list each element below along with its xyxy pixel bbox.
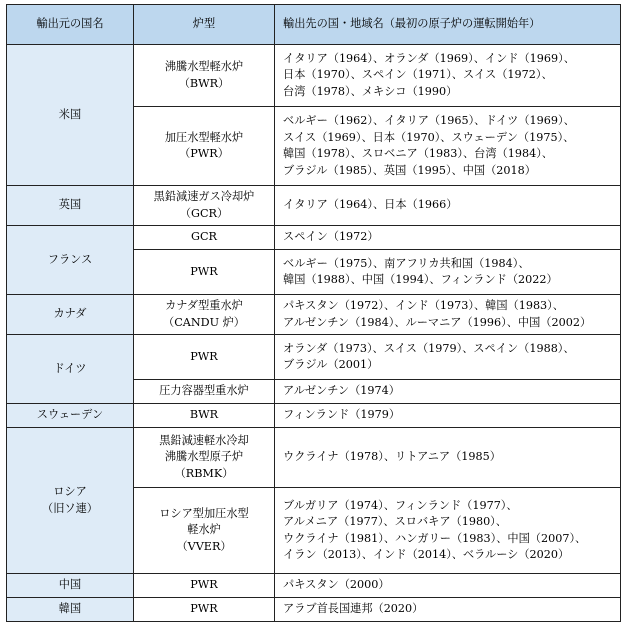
- destinations-cell: [275, 598, 621, 622]
- reactor-type-line: GCR: [191, 230, 217, 244]
- header-destinations: 輸出先の国・地域名（最初の原子炉の運転開始年）: [275, 5, 621, 45]
- reactor-type-cell: [134, 107, 275, 186]
- reactor-type-cell: [134, 574, 275, 598]
- destination-line: ブルガリア（1974）、フィンランド（1977）、: [283, 498, 518, 512]
- destination-line: アルメニア（1977）、スロバキア（1980）、: [283, 515, 507, 528]
- reactor-type-line: （RBMK）: [174, 466, 234, 480]
- origin-country-name: （旧ソ連）: [42, 501, 98, 515]
- reactor-type-cell: [134, 598, 275, 622]
- origin-country-cell: [7, 45, 134, 186]
- destination-line: 日本（1970）、スペイン（1971）、スイス（1972）、: [283, 68, 553, 82]
- destination-line: スペイン（1972）: [283, 230, 379, 244]
- destinations-cell: [275, 250, 621, 295]
- destinations-cell: [275, 404, 621, 428]
- destination-line: ベルギー（1962）、イタリア（1965）、ドイツ（1969）、: [283, 114, 575, 127]
- destination-line: イラン（2013）、インド（2014）、ベラルーシ（2020）: [283, 548, 570, 561]
- reactor-type-cell: [134, 250, 275, 295]
- destinations-cell: [275, 335, 621, 380]
- reactor-type-cell: [134, 335, 275, 380]
- table-row: [7, 574, 621, 598]
- reactor-type-line: （PWR）: [179, 147, 229, 160]
- table-row: [7, 428, 621, 488]
- destinations-cell: [275, 45, 621, 107]
- destination-line: フィンランド（1979）: [283, 408, 401, 422]
- origin-country-cell: [7, 226, 134, 295]
- table-header: [7, 5, 621, 45]
- table-body: [7, 45, 621, 622]
- reactor-type-line: 黒鉛減速軽水冷却: [159, 433, 249, 447]
- destination-line: ブラジル（2001）: [283, 358, 379, 371]
- table-row: [7, 335, 621, 380]
- header-row: [7, 5, 621, 45]
- reactor-type-line: PWR: [190, 602, 218, 616]
- reactor-type-cell: [134, 226, 275, 250]
- reactor-type-cell: [134, 186, 275, 226]
- destination-line: ベルギー（1975）、南アフリカ共和国（1984）、: [283, 256, 530, 270]
- origin-country-cell: [7, 295, 134, 335]
- reactor-type-cell: [134, 45, 275, 107]
- table-row: [7, 186, 621, 226]
- destination-line: パキスタン（1972）、インド（1973）、韓国（1983）、: [283, 299, 564, 312]
- destination-line: 台湾（1978）、メキシコ（1990）: [283, 84, 458, 98]
- export-table-container: [6, 4, 621, 622]
- reactor-type-line: 軽水炉: [187, 523, 221, 537]
- destination-line: アルゼンチン（1984）、ルーマニア（1996）、中国（2002）: [283, 315, 592, 329]
- reactor-type-cell: [134, 404, 275, 428]
- table-row: [7, 45, 621, 107]
- reactor-export-table: [6, 4, 621, 622]
- destination-line: パキスタン（2000）: [283, 578, 390, 592]
- reactor-type-line: （VVER）: [176, 539, 232, 553]
- destination-line: ウクライナ（1981）、ハンガリー（1983）、中国（2007）、: [283, 531, 587, 545]
- origin-country-cell: [7, 428, 134, 574]
- reactor-type-cell: [134, 380, 275, 404]
- destinations-cell: [275, 488, 621, 574]
- reactor-type-line: 沸騰水型軽水炉: [164, 60, 244, 73]
- origin-country-cell: [7, 335, 134, 404]
- reactor-type-line: 圧力容器型重水炉: [159, 384, 249, 398]
- origin-country-cell: [7, 574, 134, 598]
- destination-line: アルゼンチン（1974）: [283, 384, 400, 398]
- table-row: [7, 295, 621, 335]
- destinations-cell: [275, 428, 621, 488]
- reactor-type-line: PWR: [190, 264, 218, 278]
- origin-country-name: 中国: [58, 578, 82, 592]
- origin-country-cell: [7, 598, 134, 622]
- reactor-type-cell: [134, 488, 275, 574]
- destination-line: 韓国（1978）、スロベニア（1983）、台湾（1984）、: [283, 147, 553, 160]
- destinations-cell: [275, 107, 621, 186]
- destination-line: アラブ首長国連邦（2020）: [283, 602, 424, 616]
- reactor-type-line: （CANDU 炉）: [163, 315, 245, 329]
- destinations-cell: [275, 380, 621, 404]
- origin-country-name: フランス: [47, 252, 93, 266]
- origin-country-name: カナダ: [53, 307, 87, 321]
- reactor-type-cell: [134, 295, 275, 335]
- origin-country-name: ロシア: [53, 485, 87, 498]
- origin-country-name: スウェーデン: [36, 408, 104, 422]
- destinations-cell: [275, 295, 621, 335]
- destination-line: イタリア（1964）、日本（1966）: [283, 198, 458, 212]
- reactor-type-line: ロシア型加圧水型: [159, 506, 249, 520]
- origin-country-name: 米国: [58, 107, 82, 121]
- header-type: 炉型: [134, 5, 275, 45]
- reactor-type-line: BWR: [189, 408, 219, 422]
- destination-line: オランダ（1973）、スイス（1979）、スペイン（1988）、: [283, 341, 575, 355]
- reactor-type-line: （BWR）: [178, 76, 230, 90]
- reactor-type-cell: [134, 428, 275, 488]
- reactor-type-line: （GCR）: [179, 206, 229, 220]
- destinations-cell: [275, 186, 621, 226]
- destination-line: ウクライナ（1978）、リトアニア（1985）: [283, 450, 501, 464]
- origin-country-name: 英国: [58, 198, 82, 212]
- reactor-type-line: 加圧水型軽水炉: [164, 130, 244, 144]
- reactor-type-line: カナダ型重水炉: [165, 299, 243, 312]
- destination-line: 韓国（1988）、中国（1994）、フィンランド（2022）: [283, 273, 558, 286]
- origin-country-cell: [7, 186, 134, 226]
- destination-line: スイス（1969）、日本（1970）、スウェーデン（1975）、: [283, 130, 575, 144]
- destination-line: ブラジル（1985）、英国（1995）、中国（2018）: [283, 163, 536, 177]
- reactor-type-line: 沸騰水型原子炉: [164, 450, 244, 464]
- table-row: [7, 404, 621, 428]
- table-row: [7, 226, 621, 250]
- reactor-type-line: PWR: [190, 578, 218, 592]
- reactor-type-line: PWR: [190, 349, 218, 363]
- origin-country-name: 韓国: [58, 602, 82, 616]
- destination-line: イタリア（1964）、オランダ（1969）、インド（1969）、: [283, 51, 575, 65]
- destinations-cell: [275, 226, 621, 250]
- origin-country-name: ドイツ: [53, 361, 87, 375]
- origin-country-cell: [7, 404, 134, 428]
- header-origin: 輸出元の国名: [7, 5, 134, 45]
- reactor-type-line: 黒鉛減速ガス冷却炉: [153, 190, 255, 203]
- table-row: [7, 598, 621, 622]
- destinations-cell: [275, 574, 621, 598]
